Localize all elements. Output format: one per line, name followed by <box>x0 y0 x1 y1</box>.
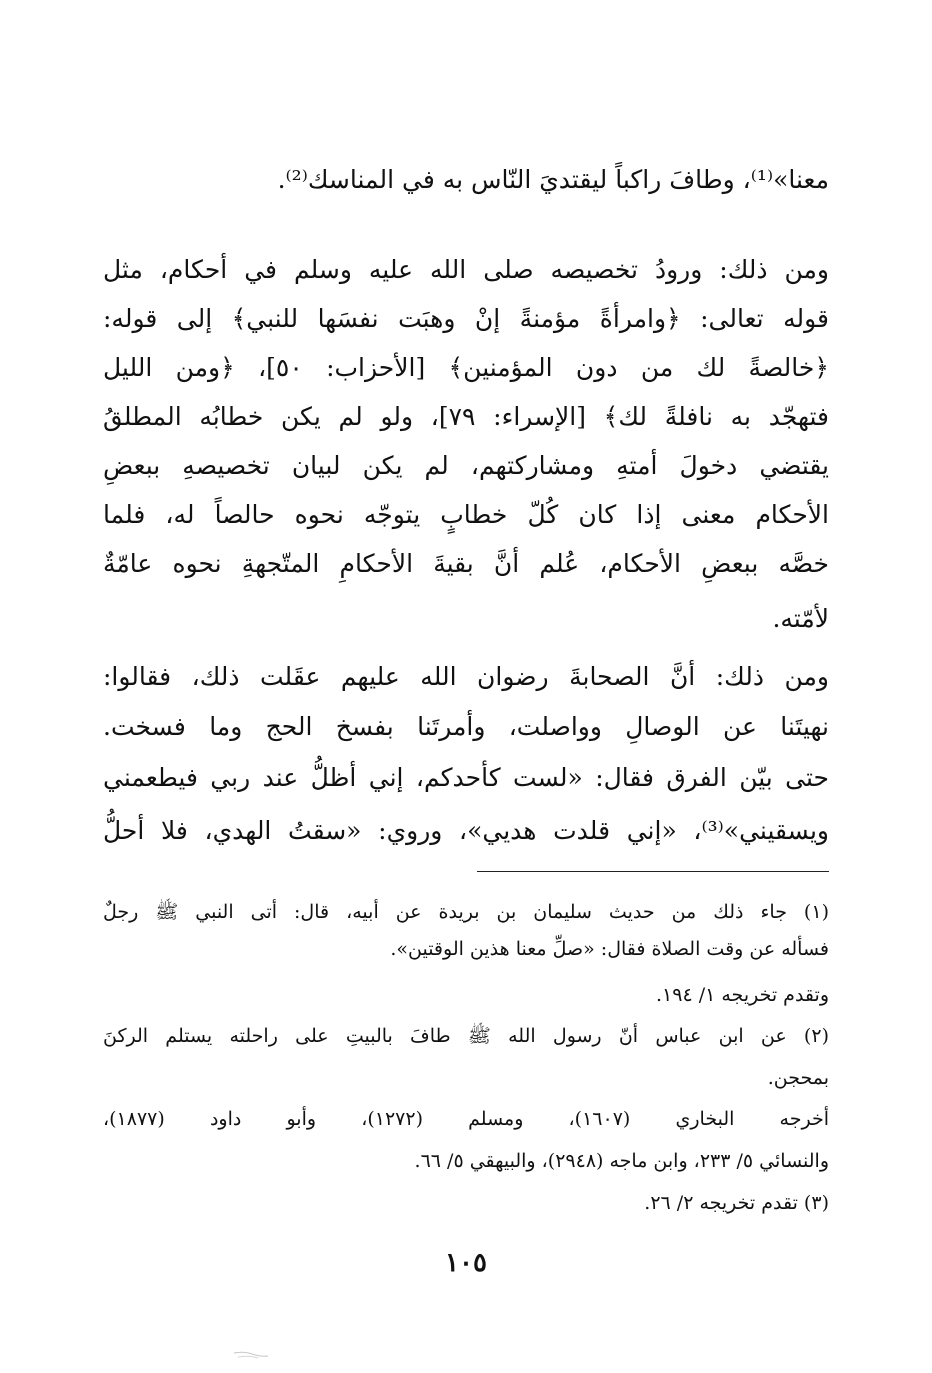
body-line: خصَّه ببعضِ الأحكام، عُلم أنَّ بقيةَ الأحكامِ المتّجهةِ نحوه عامّةٌ <box>103 549 829 578</box>
footnote-line: والنسائي ٥/ ٢٣٣، وابن ماجه (٢٩٤٨)، والبيهقي ٥/ ٦٦. <box>414 1150 829 1172</box>
body-line: لأمّته. <box>772 604 829 633</box>
body-line: قوله تعالى: ﴿وامرأةً مؤمنةً إنْ وهبَت نفسَها للنبي﴾ إلى قوله: <box>103 304 829 333</box>
footnote-line: (٢) عن ابن عباس أنّ رسول الله ﷺ طافَ بالبيتِ على راحلته يستلم الركنَ <box>103 1025 829 1047</box>
body-line: ومن ذلك: أنَّ الصحابةَ رضوان الله عليهم عقَلت ذلك، فقالوا: <box>103 662 829 691</box>
body-line: ﴿خالصةً لك من دون المؤمنين﴾ [الأحزاب: ٥٠]، ﴿ومن الليل <box>103 353 829 382</box>
body-line: يقتضي دخولَ أمتهِ ومشاركتهم، لم يكن لبيان تخصيصهِ ببعضِ <box>103 451 829 480</box>
footnote-line: بمحجن. <box>767 1067 829 1089</box>
body-line: معنا»⁽¹⁾، وطافَ راكباً ليقتديَ النّاس به في المناسك⁽²⁾. <box>277 165 829 194</box>
body-line: ويسقيني»⁽³⁾، «إني قلدت هديي»، وروي: «سقتُ الهدي، فلا أحلُّ <box>103 816 829 845</box>
footnote-separator <box>477 871 829 872</box>
body-line: نهيتَنا عن الوصالِ وواصلت، وأمرتَنا بفسخ الحج وما فسخت. <box>103 712 829 741</box>
footnote-line: وتقدم تخريجه ١/ ١٩٤. <box>655 984 829 1006</box>
footnote-line: (١) جاء ذلك من حديث سليمان بن بريدة عن أبيه، قال: أتى النبي ﷺ رجلٌ <box>103 901 829 923</box>
body-line: فتهجّد به نافلةً لك﴾ [الإسراء: ٧٩]، ولو لم يكن خطابُه المطلقُ <box>103 402 829 431</box>
footnote-line: فسأله عن وقت الصلاة فقال: «صلِّ معنا هذين الوقتين». <box>390 938 829 960</box>
footnote-line: (٣) تقدم تخريجه ٢/ ٢٦. <box>644 1192 829 1214</box>
footnote-line: أخرجه البخاري (١٦٠٧)، ومسلم (١٢٧٢)، وأبو داود (١٨٧٧)، <box>103 1108 829 1130</box>
scan-smudge-mark <box>232 1350 270 1360</box>
body-line: الأحكام معنى إذا كان كُلّ خطابٍ يتوجّه نحوه حالصاً له، فلما <box>103 500 829 529</box>
body-line: ومن ذلك: ورودُ تخصيصه صلى الله عليه وسلم في أحكام، مثل <box>103 255 829 284</box>
body-line: حتى بيّن الفرق فقال: «لست كأحدكم، إني أظلُّ عند ربي فيطعمني <box>103 763 829 792</box>
page-number: ١٠٥ <box>445 1248 487 1278</box>
